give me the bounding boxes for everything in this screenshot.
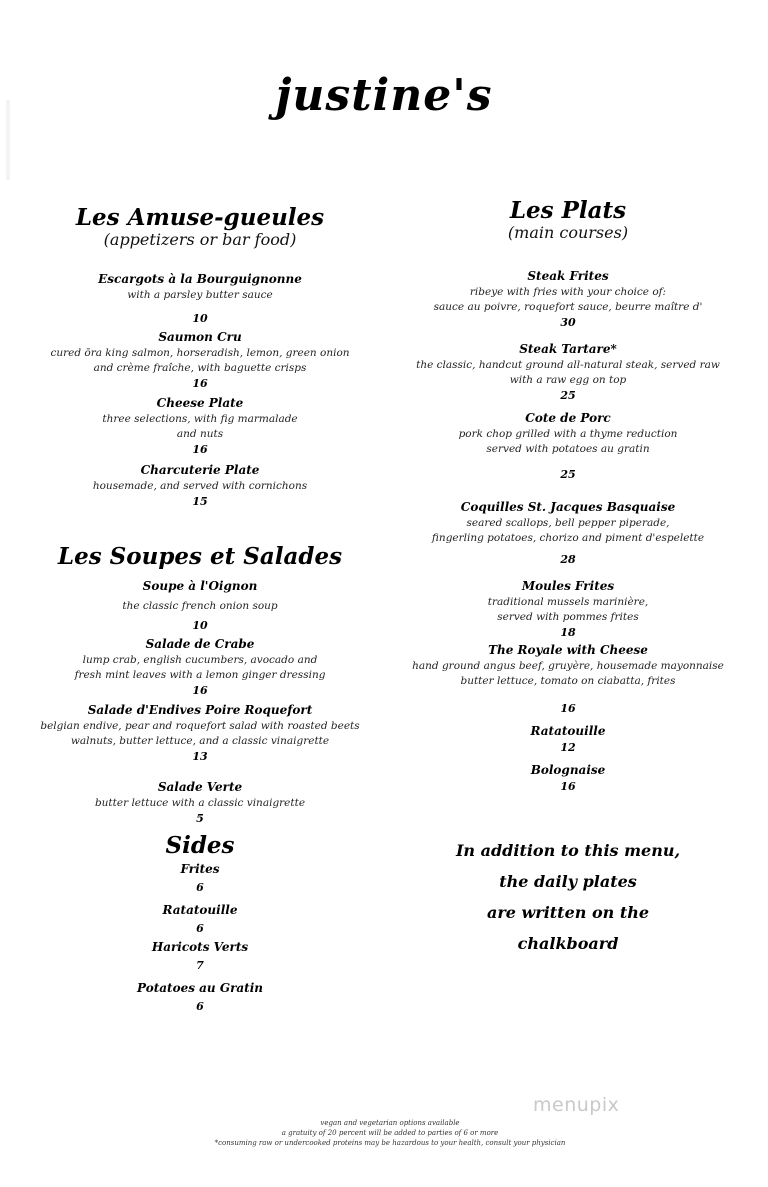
dish-description: the classic, handcut ground all-natural steak, served raw	[416, 359, 720, 371]
menupix-watermark: menupix	[533, 1094, 620, 1116]
note-line: the daily plates	[499, 872, 637, 891]
footer-line: *consuming raw or undercooked proteins may be hazardous to your health, consult your physician	[214, 1139, 566, 1147]
menu-item	[388, 578, 748, 641]
menu-item	[20, 578, 380, 634]
dish-description: hand ground angus beef, gruyère, housemade mayonnaise	[412, 660, 724, 672]
section-heading: Sides	[165, 832, 235, 859]
section-soupes-salades	[20, 544, 380, 827]
dish-price: 10	[192, 619, 208, 632]
dish-name: Steak Tartare*	[519, 342, 617, 356]
menu-item	[20, 395, 380, 458]
dish-price: 30	[560, 316, 576, 329]
dish-name: Steak Frites	[527, 269, 609, 283]
menu-item	[20, 636, 380, 699]
dish-name: Moules Frites	[521, 579, 615, 593]
left-column	[20, 205, 380, 1015]
dish-price: 16	[192, 377, 208, 390]
dish-name: Salade Verte	[157, 780, 243, 794]
footer-line: vegan and vegetarian options available	[320, 1119, 460, 1127]
note-line: chalkboard	[517, 934, 619, 953]
dish-price: 6	[196, 922, 204, 935]
dish-description: with a parsley butter sauce	[127, 289, 273, 301]
footer-line: a gratuity of 20 percent will be added to parties of 6 or more	[281, 1129, 499, 1137]
dish-name: Cheese Plate	[156, 396, 244, 410]
dish-name: Haricots Verts	[151, 940, 249, 954]
dish-description: walnuts, butter lettuce, and a classic vinaigrette	[70, 735, 330, 747]
note-line: are written on the	[486, 903, 650, 922]
dish-price: 16	[192, 684, 208, 697]
dish-description: belgian endive, pear and roquefort salad with roasted beets	[40, 720, 360, 732]
menu-item	[388, 499, 748, 568]
menu-item	[20, 702, 380, 765]
menu-item	[20, 271, 380, 327]
dish-description: pork chop grilled with a thyme reduction	[458, 428, 678, 440]
dish-name: Escargots à la Bourguignonne	[98, 272, 302, 286]
dish-name: Potatoes au Gratin	[137, 981, 263, 995]
dish-description: with a raw egg on top	[509, 374, 627, 386]
section-heading: Les Plats	[509, 197, 627, 224]
dish-description: and nuts	[176, 428, 224, 440]
dish-name: Charcuterie Plate	[140, 463, 260, 477]
dish-description: fresh mint leaves with a lemon ginger dressing	[74, 669, 326, 681]
menu-item	[388, 762, 748, 795]
section-heading: Les Amuse-gueules	[75, 204, 325, 231]
menu-item	[388, 642, 748, 717]
menu-item	[20, 861, 380, 896]
dish-description: fingerling potatoes, chorizo and piment d'espelette	[431, 532, 705, 544]
menu-item	[388, 723, 748, 756]
dish-name: Bolognaise	[530, 763, 606, 777]
dish-description: three selections, with fig marmalade	[102, 413, 298, 425]
dish-description: served with potatoes au gratin	[486, 443, 650, 455]
dish-price: 25	[560, 468, 576, 481]
chalkboard-note	[388, 835, 748, 959]
dish-description: seared scallops, bell pepper piperade,	[466, 517, 670, 529]
dish-description: and crème fraîche, with baguette crisps	[93, 362, 307, 374]
dish-price: 28	[560, 553, 576, 566]
section-amuse-gueules	[20, 205, 380, 510]
dish-name: Soupe à l'Oignon	[142, 579, 258, 593]
menu-item	[20, 779, 380, 827]
dish-name: Ratatouille	[162, 903, 238, 917]
menu-item	[20, 939, 380, 974]
dish-description: butter lettuce, tomato on ciabatta, frites	[460, 675, 676, 687]
footer-notes	[150, 1118, 630, 1148]
dish-price: 16	[560, 780, 576, 793]
dish-price: 16	[192, 443, 208, 456]
dish-description: housemade, and served with cornichons	[92, 480, 308, 492]
dish-price: 18	[560, 626, 576, 639]
section-subheading: (main courses)	[507, 223, 629, 242]
dish-name: Cote de Porc	[525, 411, 611, 425]
menu-item	[388, 268, 748, 331]
menu-item	[388, 410, 748, 483]
right-column	[388, 198, 748, 959]
menu-item	[20, 980, 380, 1015]
dish-price: 5	[196, 812, 204, 825]
dish-name: Salade d'Endives Poire Roquefort	[87, 703, 313, 717]
dish-name: Saumon Cru	[158, 330, 242, 344]
dish-description: traditional mussels marinière,	[487, 596, 649, 608]
menu-item	[20, 329, 380, 392]
dish-description: sauce au poivre, roquefort sauce, beurre maître d'	[433, 301, 703, 313]
section-heading: Les Soupes et Salades	[57, 543, 343, 570]
dish-name: The Royale with Cheese	[488, 643, 648, 657]
restaurant-title: justine's	[275, 70, 493, 121]
menu-item	[20, 462, 380, 510]
dish-price: 6	[196, 881, 204, 894]
dish-price: 6	[196, 1000, 204, 1013]
section-subheading: (appetizers or bar food)	[103, 230, 297, 249]
dish-price: 16	[560, 702, 576, 715]
dish-price: 12	[560, 741, 576, 754]
dish-description: butter lettuce with a classic vinaigrette	[94, 797, 306, 809]
dish-description: the classic french onion soup	[122, 600, 278, 612]
dish-price: 13	[192, 750, 208, 763]
dish-name: Frites	[180, 862, 220, 876]
menu-item	[388, 341, 748, 404]
dish-description: cured ōra king salmon, horseradish, lemon, green onion	[50, 347, 350, 359]
dish-name: Ratatouille	[530, 724, 606, 738]
dish-price: 10	[192, 312, 208, 325]
dish-description: served with pommes frites	[497, 611, 639, 623]
section-sides	[20, 833, 380, 1015]
section-les-plats	[388, 198, 748, 795]
dish-price: 15	[192, 495, 208, 508]
dish-price: 25	[560, 389, 576, 402]
dish-description: lump crab, english cucumbers, avocado and	[82, 654, 318, 666]
dish-name: Salade de Crabe	[145, 637, 255, 651]
menu-item	[20, 902, 380, 937]
note-line: In addition to this menu,	[455, 841, 681, 860]
dish-name: Coquilles St. Jacques Basquaise	[460, 500, 676, 514]
dish-description: ribeye with fries with your choice of:	[469, 286, 667, 298]
dish-price: 7	[196, 959, 204, 972]
